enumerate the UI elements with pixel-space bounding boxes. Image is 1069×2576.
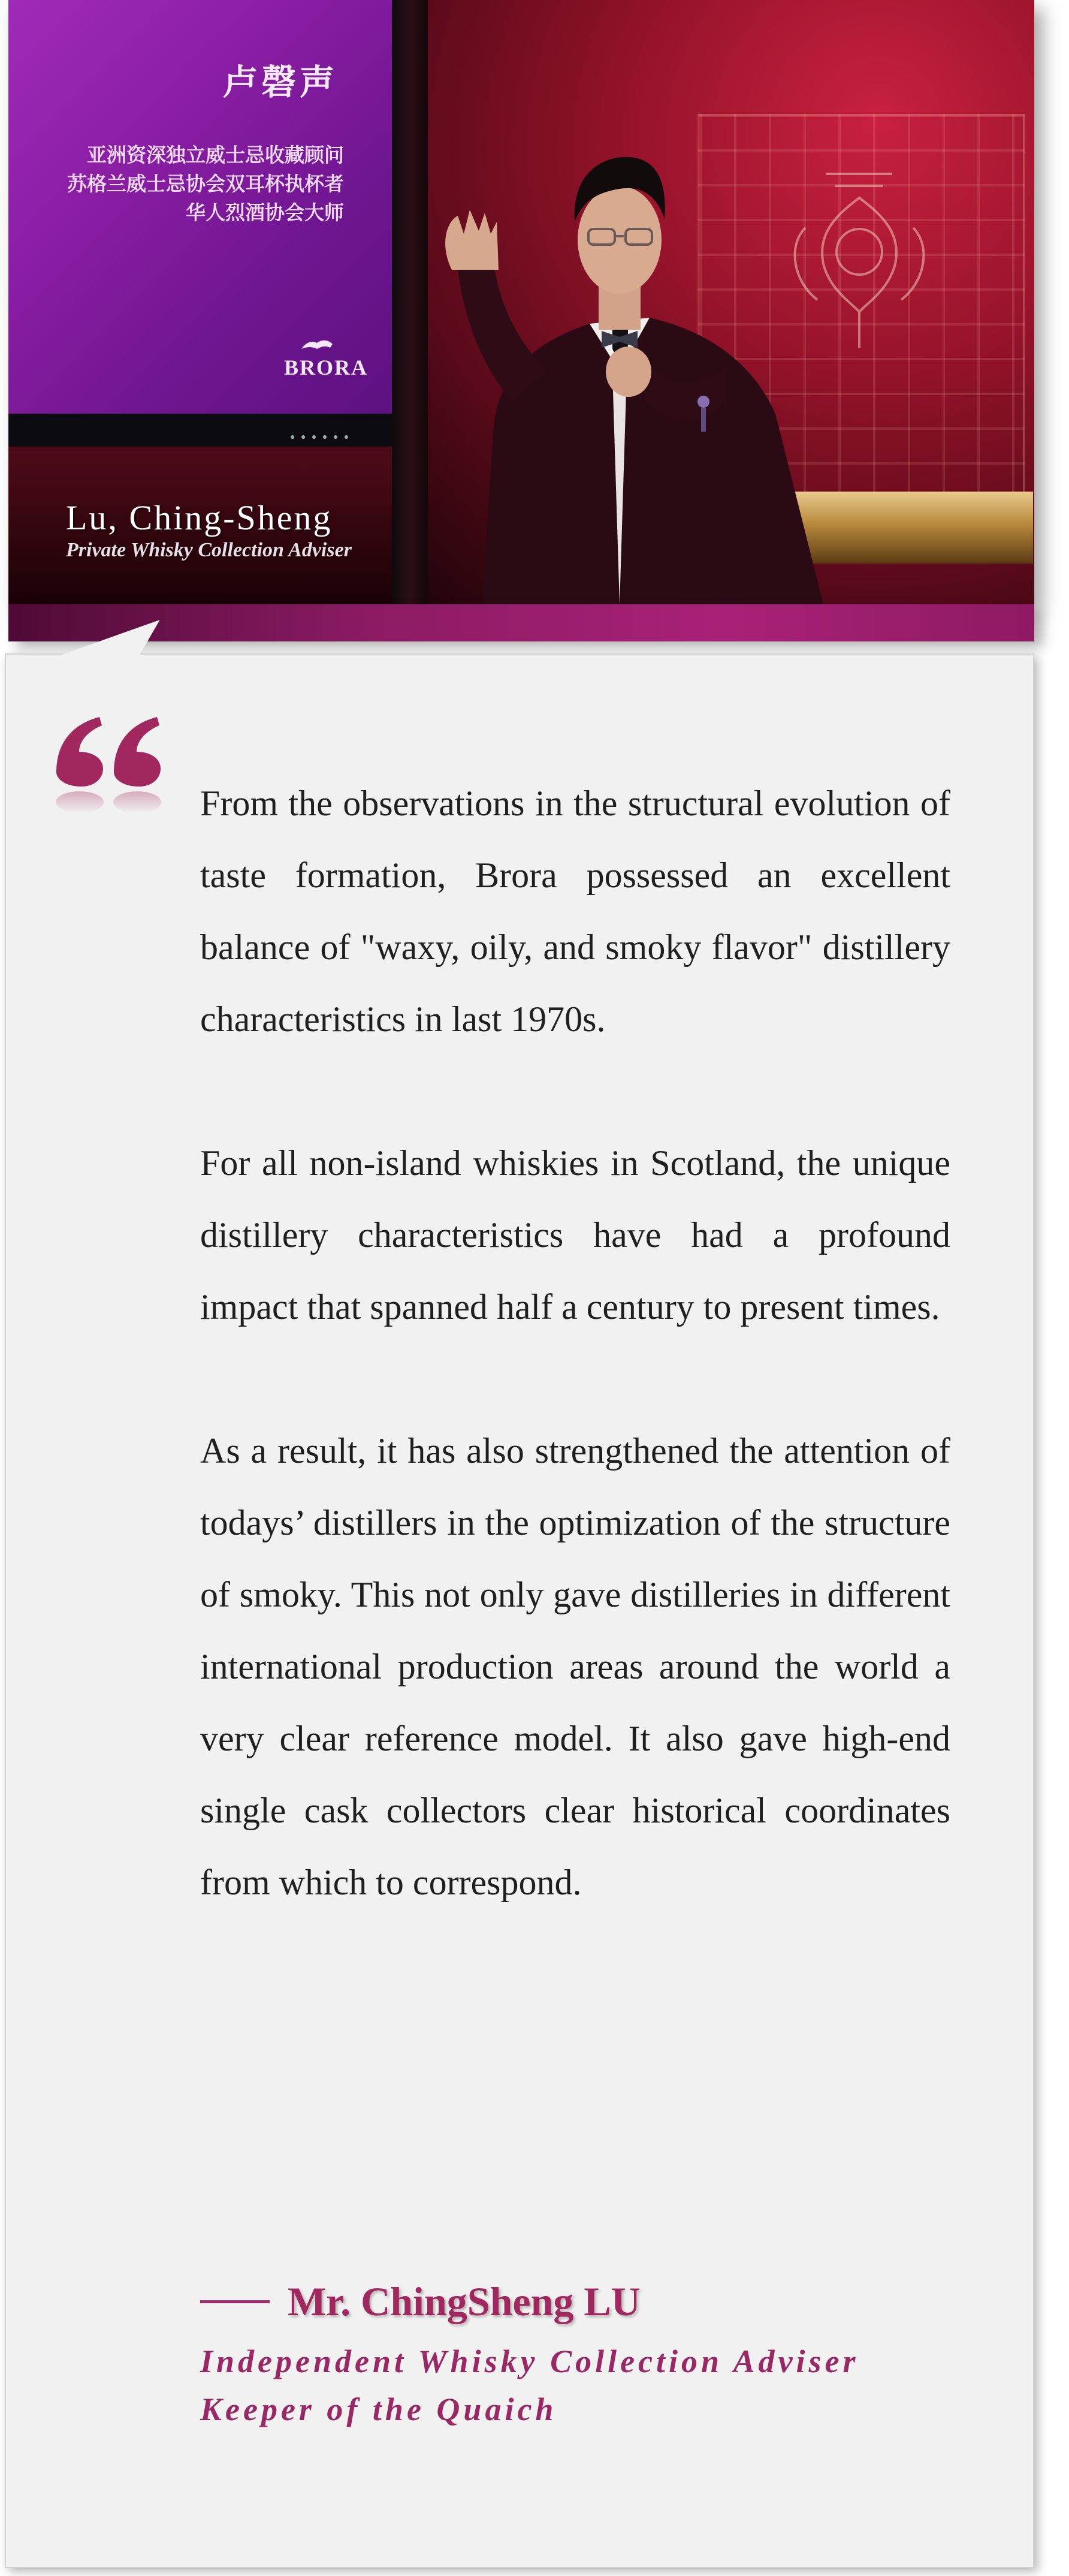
caption-title: Private Whisky Collection Adviser bbox=[66, 539, 352, 561]
quote-paragraph: As a result, it has also strengthened the attention of todays’ distillers in the optimization of the structure of smoky. This not only gave distilleries in different international production areas around the world a very clear reference model. It also gave high-end single cask collectors clear historical coordinates from which to correspond. bbox=[200, 1431, 950, 1902]
display-screen-frame bbox=[8, 0, 410, 447]
signature-line bbox=[200, 2278, 979, 2325]
signature-role: Independent Whisky Collection Adviser bbox=[200, 2343, 859, 2379]
screen-indicator-dots: ● ● ● ● ● ● bbox=[290, 433, 351, 442]
speaker-figure bbox=[392, 90, 847, 604]
quote-mark-icon bbox=[48, 701, 168, 821]
screen-logo-text: BRORA bbox=[284, 355, 369, 379]
display-screen bbox=[8, 0, 392, 414]
quote-paragraph: For all non-island whiskies in Scotland, the unique distillery characteristics have had a profound impact that spanned half a century to present times. bbox=[200, 1143, 950, 1327]
screen-name: 卢磬声 bbox=[222, 62, 338, 103]
caption-name: Lu, Ching-Sheng bbox=[66, 498, 333, 537]
signature-role: Keeper of the Quaich bbox=[200, 2391, 557, 2427]
screen-logo bbox=[284, 336, 369, 380]
photo-caption bbox=[66, 498, 352, 562]
screen-lines bbox=[8, 141, 344, 227]
signature-block bbox=[200, 2278, 979, 2433]
screen-line: 华人烈酒协会大师 bbox=[186, 201, 344, 224]
quote-text bbox=[200, 767, 950, 1990]
signature-name: Mr. ChingSheng LU bbox=[288, 2279, 641, 2324]
cat-logo-icon bbox=[299, 336, 335, 352]
screen-line: 亚洲资深独立威士忌收藏顾问 bbox=[87, 143, 344, 167]
signature-roles bbox=[200, 2337, 979, 2433]
hero-photo bbox=[8, 0, 1034, 604]
screen-line: 苏格兰威士忌协会双耳杯执杯者 bbox=[67, 172, 344, 195]
signature-dash bbox=[200, 2300, 270, 2303]
quote-paragraph: From the observations in the structural evolution of taste formation, Brora possessed an excellent balance of "waxy, oily, and smoky flavor" distillery characteristics in last 1970s. bbox=[200, 784, 950, 1039]
magenta-band bbox=[8, 604, 1034, 641]
